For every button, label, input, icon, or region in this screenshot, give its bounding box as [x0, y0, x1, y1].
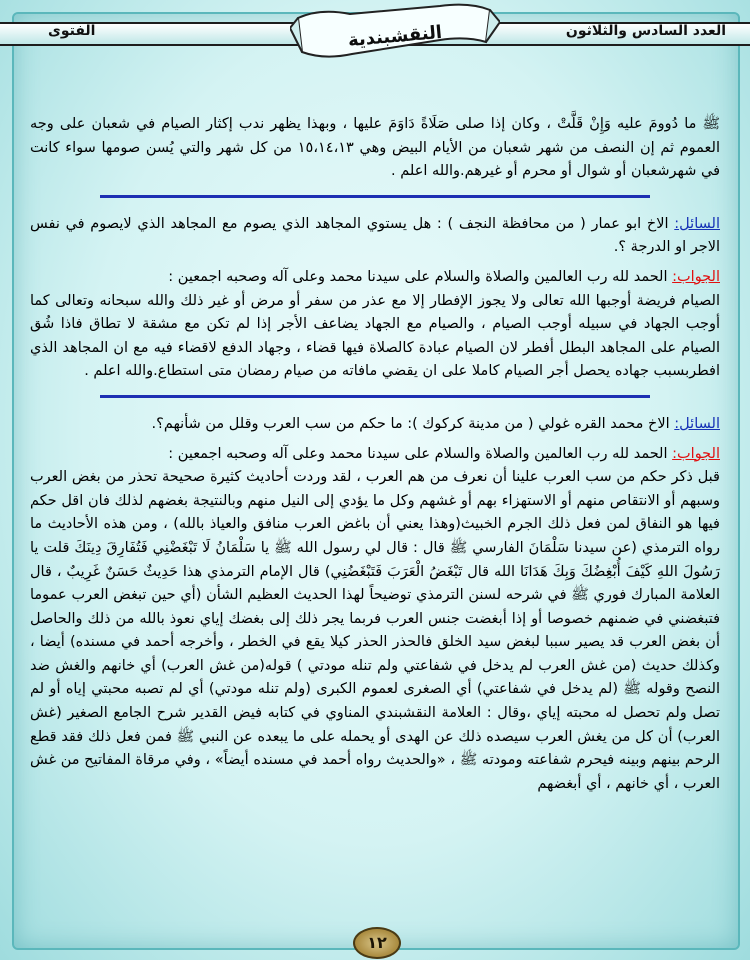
- question-1: [30, 213, 720, 260]
- article-content: [30, 113, 720, 796]
- question-label: السائل:: [674, 215, 720, 232]
- answer-label: الجواب:: [672, 268, 720, 285]
- answer-opening-text: الحمد لله رب العالمين والصلاة والسلام على سيدنا محمد وعلى آله وصحبه اجمعين :: [168, 445, 673, 462]
- answer-1-opening: [30, 266, 720, 290]
- question-text: الاخ ابو عمار ( من محافظة النجف ) : هل يستوي المجاهد الذي يصوم مع المجاهد الذي لايصوم في نفس الاجر او الدرجة ؟.: [30, 215, 720, 256]
- question-2: [30, 413, 720, 437]
- divider: [100, 395, 650, 398]
- answer-label: الجواب:: [672, 445, 720, 462]
- issue-label: العدد السادس والثلاثون: [565, 23, 726, 39]
- divider: [100, 195, 650, 198]
- answer-1-body: الصيام فريضة أوجبها الله تعالى ولا يجوز الإفطار إلا مع عذر من سفر أو مرض أو غير ذلك والله سبحانه وتعالى كما أوجب الجهاد في سبيله أوجب الصيام ، والصيام مع الجهاد يضاعف الأجر إذا لم تكن مع مشقة لا تطاق فاذا شُق الصيام على المجاهد البطل أفطر لان الصيام عبادة كالصلاة فيها قضاء ، وجهاد الدفع لاقضاء فيه مع ان المجاهد الذي افطربسبب جهاده يحصل أجر الصيام كاملا على ان يقضي مافاته من صيام رمضان متى استطاع.والله اعلم .: [30, 292, 720, 380]
- magazine-title: النقشبندية: [347, 21, 443, 52]
- answer-2-opening: [30, 443, 720, 467]
- intro-paragraph: ﷺ ما دُوومَ عليه وَإِنْ قَلَّتْ ، وكان إذا صلى صَلَاةً دَاوَمَ عليها ، وبهذا يظهر ندب إكثار الصيام في شعبان على وجه العموم ثم إن النصف من شهر شعبان من الأيام البيض وهي ١٥،١٤،١٣ من كل شهر والتي يُسن صومها سواء كانت في شهرشعبان أو شوال أو محرم أو غيرهم.والله اعلم .: [30, 116, 720, 180]
- question-text: الاخ محمد القره غولي ( من مدينة كركوك ): ما حكم من سب العرب وقلل من شأنهم؟.: [151, 415, 675, 432]
- page-number: ١٢: [353, 927, 401, 959]
- answer-2-body: قبل ذكر حكم من سب العرب علينا أن نعرف من هم العرب ، لقد وردت أحاديث كثيرة صحيحة تحذر من بغض العرب وسبهم أو الانتقاص منهم أو الاستهزاء بهم أو غشهم وكل ما يؤدي إلى النيل منهم وبالنتيجة بغضهم لذلك فان اقل حكم فيها هو النفاق لمن فعل ذلك الجرم الخبيث(وهذا يعني أن باغض العرب منافق والعياذ بالله) ، ومن هذه الأحاديث ما رواه الترمذي (عن سيدنا سَلْمَانَ الفارسي ﷺ قال : قال لي رسول الله ﷺ يا سَلْمَانُ لَا تَبْغَضْنِي فَتُفَارِقَ دِينَكَ قلت يا رَسُولَ اللهِ كَيْفَ أُبْغِضُكَ وَبِكَ هَدَانَا الله قال تَبْغَضُ الْعَرَبَ فَتَبْغَضُنِي) قال الإمام الترمذي هذا حَدِيثٌ حَسَنٌ غَرِيبٌ ، قال العلامة المبارك فوري ﷺ في شرحه لسنن الترمذي توضيحاً لهذا الحديث العظيم الشأن (أي حين تبغض العرب عموما فتبغضني في ضمنهم خصوصا أو إذا أبغضت جنس العرب فربما يجر ذلك إلى بغضك إياي نعوذ بالله من ذلك والحاصل أن بغض العرب قد يصير سببا لبغض سيد الخلق فالحذر الحذر كيلا يقع في الخطر ، وأخرجه أحمد في مسنده) أيضا ، وكذلك حديث (من غش العرب لم يدخل في شفاعتي ولم تنله مودتي ) قوله(من غش العرب) أي خانهم والغش ضد النصح وقوله ﷺ (لم يدخل في شفاعتي) أي الصغرى لعموم الكبرى (ولم تنله مودتي) أي لم تصبه محبتي إياه أو لم تصل ولم تحصل له محبته إياي ،وقال : العلامة النقشبندي المناوي في كتابه فيض القدير شرح الجامع الصغير (غش العرب) أن كل من يغش العرب سيصده ذلك عن الهدى أو يحمله على ما يبعده عن النبي ﷺ فمن فعل ذلك فقد قطع الرحم بينهم وبينه فيحرم شفاعته ومودته ﷺ ، «والحديث رواه أحمد في مسنده أيضاً» ، وفي مرقاة المفاتيح من غش العرب ، أي خانهم ، أي أبغضهم: [30, 469, 720, 792]
- section-label: الفتوى: [48, 23, 96, 39]
- answer-opening-text: الحمد لله رب العالمين والصلاة والسلام على سيدنا محمد وعلى آله وصحبه اجمعين :: [168, 268, 673, 285]
- question-label: السائل:: [674, 415, 720, 432]
